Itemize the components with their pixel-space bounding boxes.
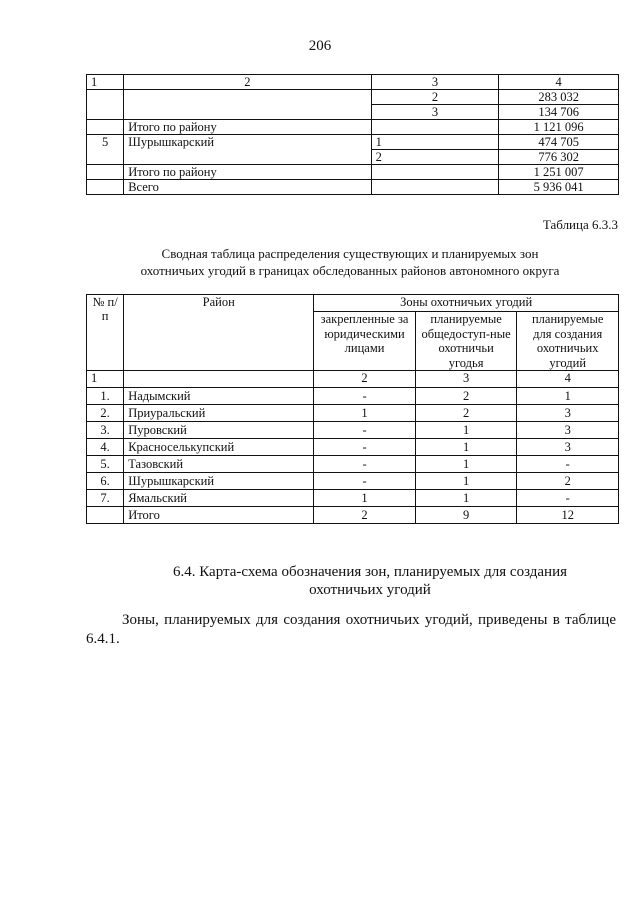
table-number-row (87, 371, 619, 388)
table-cell: - (314, 456, 416, 473)
header-cell: 2 (124, 75, 371, 90)
table-cell: 1 (415, 422, 517, 439)
table-cell: 1 (415, 473, 517, 490)
table-cell: 134 706 (499, 105, 619, 120)
table-cell: 2 (371, 90, 499, 105)
table-cell (87, 90, 124, 120)
table-cell: Приуральский (124, 405, 314, 422)
table-row (87, 388, 619, 405)
table-cell: 3. (87, 422, 124, 439)
table-cell: 3 (517, 405, 619, 422)
table-cell: 9 (415, 507, 517, 524)
table-row (87, 490, 619, 507)
table-row (87, 439, 619, 456)
header-cell: планируемые общедоступ-ные охотничьи угодья (415, 312, 517, 371)
table-cell: - (517, 456, 619, 473)
table-cell: - (517, 490, 619, 507)
table-cell (87, 180, 124, 195)
section-heading-line: охотничьих угодий (309, 582, 431, 598)
table-title-line: Сводная таблица распределения существующих и планируемых зон (161, 246, 539, 261)
table-title (100, 245, 600, 279)
table-cell: 5 936 041 (499, 180, 619, 195)
table-cell: Шурышкарский (124, 135, 371, 165)
table-cell: 12 (517, 507, 619, 524)
zones-table (86, 294, 619, 524)
table-cell: 1. (87, 388, 124, 405)
body-paragraph: Зоны, планируемых для создания охотничьих угодий, приведены в таблице 6.4.1. (86, 612, 616, 647)
table-cell: 3 (517, 422, 619, 439)
table-row (87, 135, 619, 150)
table-row (87, 90, 619, 105)
table-cell: Надымский (124, 388, 314, 405)
table-cell (87, 507, 124, 524)
table-cell: 474 705 (499, 135, 619, 150)
table-cell: 1 (314, 490, 416, 507)
table-cell: 2 (314, 371, 416, 388)
table-cell: 283 032 (499, 90, 619, 105)
table-cell: - (314, 388, 416, 405)
table-cell: 2 (314, 507, 416, 524)
table-cell: Итого (124, 507, 314, 524)
header-cell: 1 (87, 75, 124, 90)
table-cell: 2 (415, 405, 517, 422)
table-cell: 1 121 096 (499, 120, 619, 135)
table-cell: Красноселькупский (124, 439, 314, 456)
table-cell: Всего (124, 180, 371, 195)
table-row (87, 405, 619, 422)
table-cell: 1 (314, 405, 416, 422)
table-cell: 1 (415, 490, 517, 507)
header-cell: закрепленные за юридическими лицами (314, 312, 416, 371)
table-cell: 3 (371, 105, 499, 120)
table-cell: Пуровский (124, 422, 314, 439)
table-cell: - (314, 422, 416, 439)
table-caption: Таблица 6.3.3 (542, 217, 618, 232)
table-cell: 2 (415, 388, 517, 405)
table-cell: 776 302 (499, 150, 619, 165)
continuation-table (86, 74, 619, 195)
table-cell: Шурышкарский (124, 473, 314, 490)
table-row (87, 473, 619, 490)
table-row (87, 180, 619, 195)
table-cell (371, 120, 499, 135)
table-cell: Ямальский (124, 490, 314, 507)
page-number: 206 (308, 38, 332, 54)
table-cell: 2 (517, 473, 619, 490)
table-cell: 6. (87, 473, 124, 490)
header-cell: планируемые для создания охотничьих угодий (517, 312, 619, 371)
table-cell: 5. (87, 456, 124, 473)
table-cell (124, 371, 314, 388)
table-cell: 4. (87, 439, 124, 456)
table-cell: 5 (87, 135, 124, 165)
table-cell: 7. (87, 490, 124, 507)
table-cell: 1 251 007 (499, 165, 619, 180)
table-cell (87, 120, 124, 135)
header-cell-number: № п/п (87, 295, 124, 371)
table-cell: 1 (415, 439, 517, 456)
table-cell (87, 165, 124, 180)
table-row (87, 422, 619, 439)
section-heading (120, 563, 620, 599)
table-header-row (87, 75, 619, 90)
table-cell: 1 (415, 456, 517, 473)
table-cell (371, 165, 499, 180)
table-cell: 3 (517, 439, 619, 456)
table-cell: - (314, 439, 416, 456)
table-cell: 1 (371, 135, 499, 150)
table-title-line: охотничьих угодий в границах обследованных районов автономного округа (140, 263, 560, 278)
table-cell: 4 (517, 371, 619, 388)
table-cell: 3 (415, 371, 517, 388)
table-cell: - (314, 473, 416, 490)
table-cell: 2. (87, 405, 124, 422)
table-cell: 1 (517, 388, 619, 405)
table-cell: 1 (87, 371, 124, 388)
table-cell (124, 90, 371, 120)
header-cell: 4 (499, 75, 619, 90)
header-cell-rayon: Район (124, 295, 314, 371)
table-cell: Итого по району (124, 165, 371, 180)
table-row (87, 456, 619, 473)
table-row (87, 165, 619, 180)
table-cell: Итого по району (124, 120, 371, 135)
table-row-total (87, 507, 619, 524)
table-cell: 2 (371, 150, 499, 165)
header-cell-zones: Зоны охотничьих угодий (314, 295, 619, 312)
table-header-row (87, 295, 619, 312)
section-heading-line: 6.4. Карта-схема обозначения зон, планируемых для создания (173, 564, 567, 580)
table-row (87, 120, 619, 135)
table-cell (371, 180, 499, 195)
table-cell: Тазовский (124, 456, 314, 473)
header-cell: 3 (371, 75, 499, 90)
